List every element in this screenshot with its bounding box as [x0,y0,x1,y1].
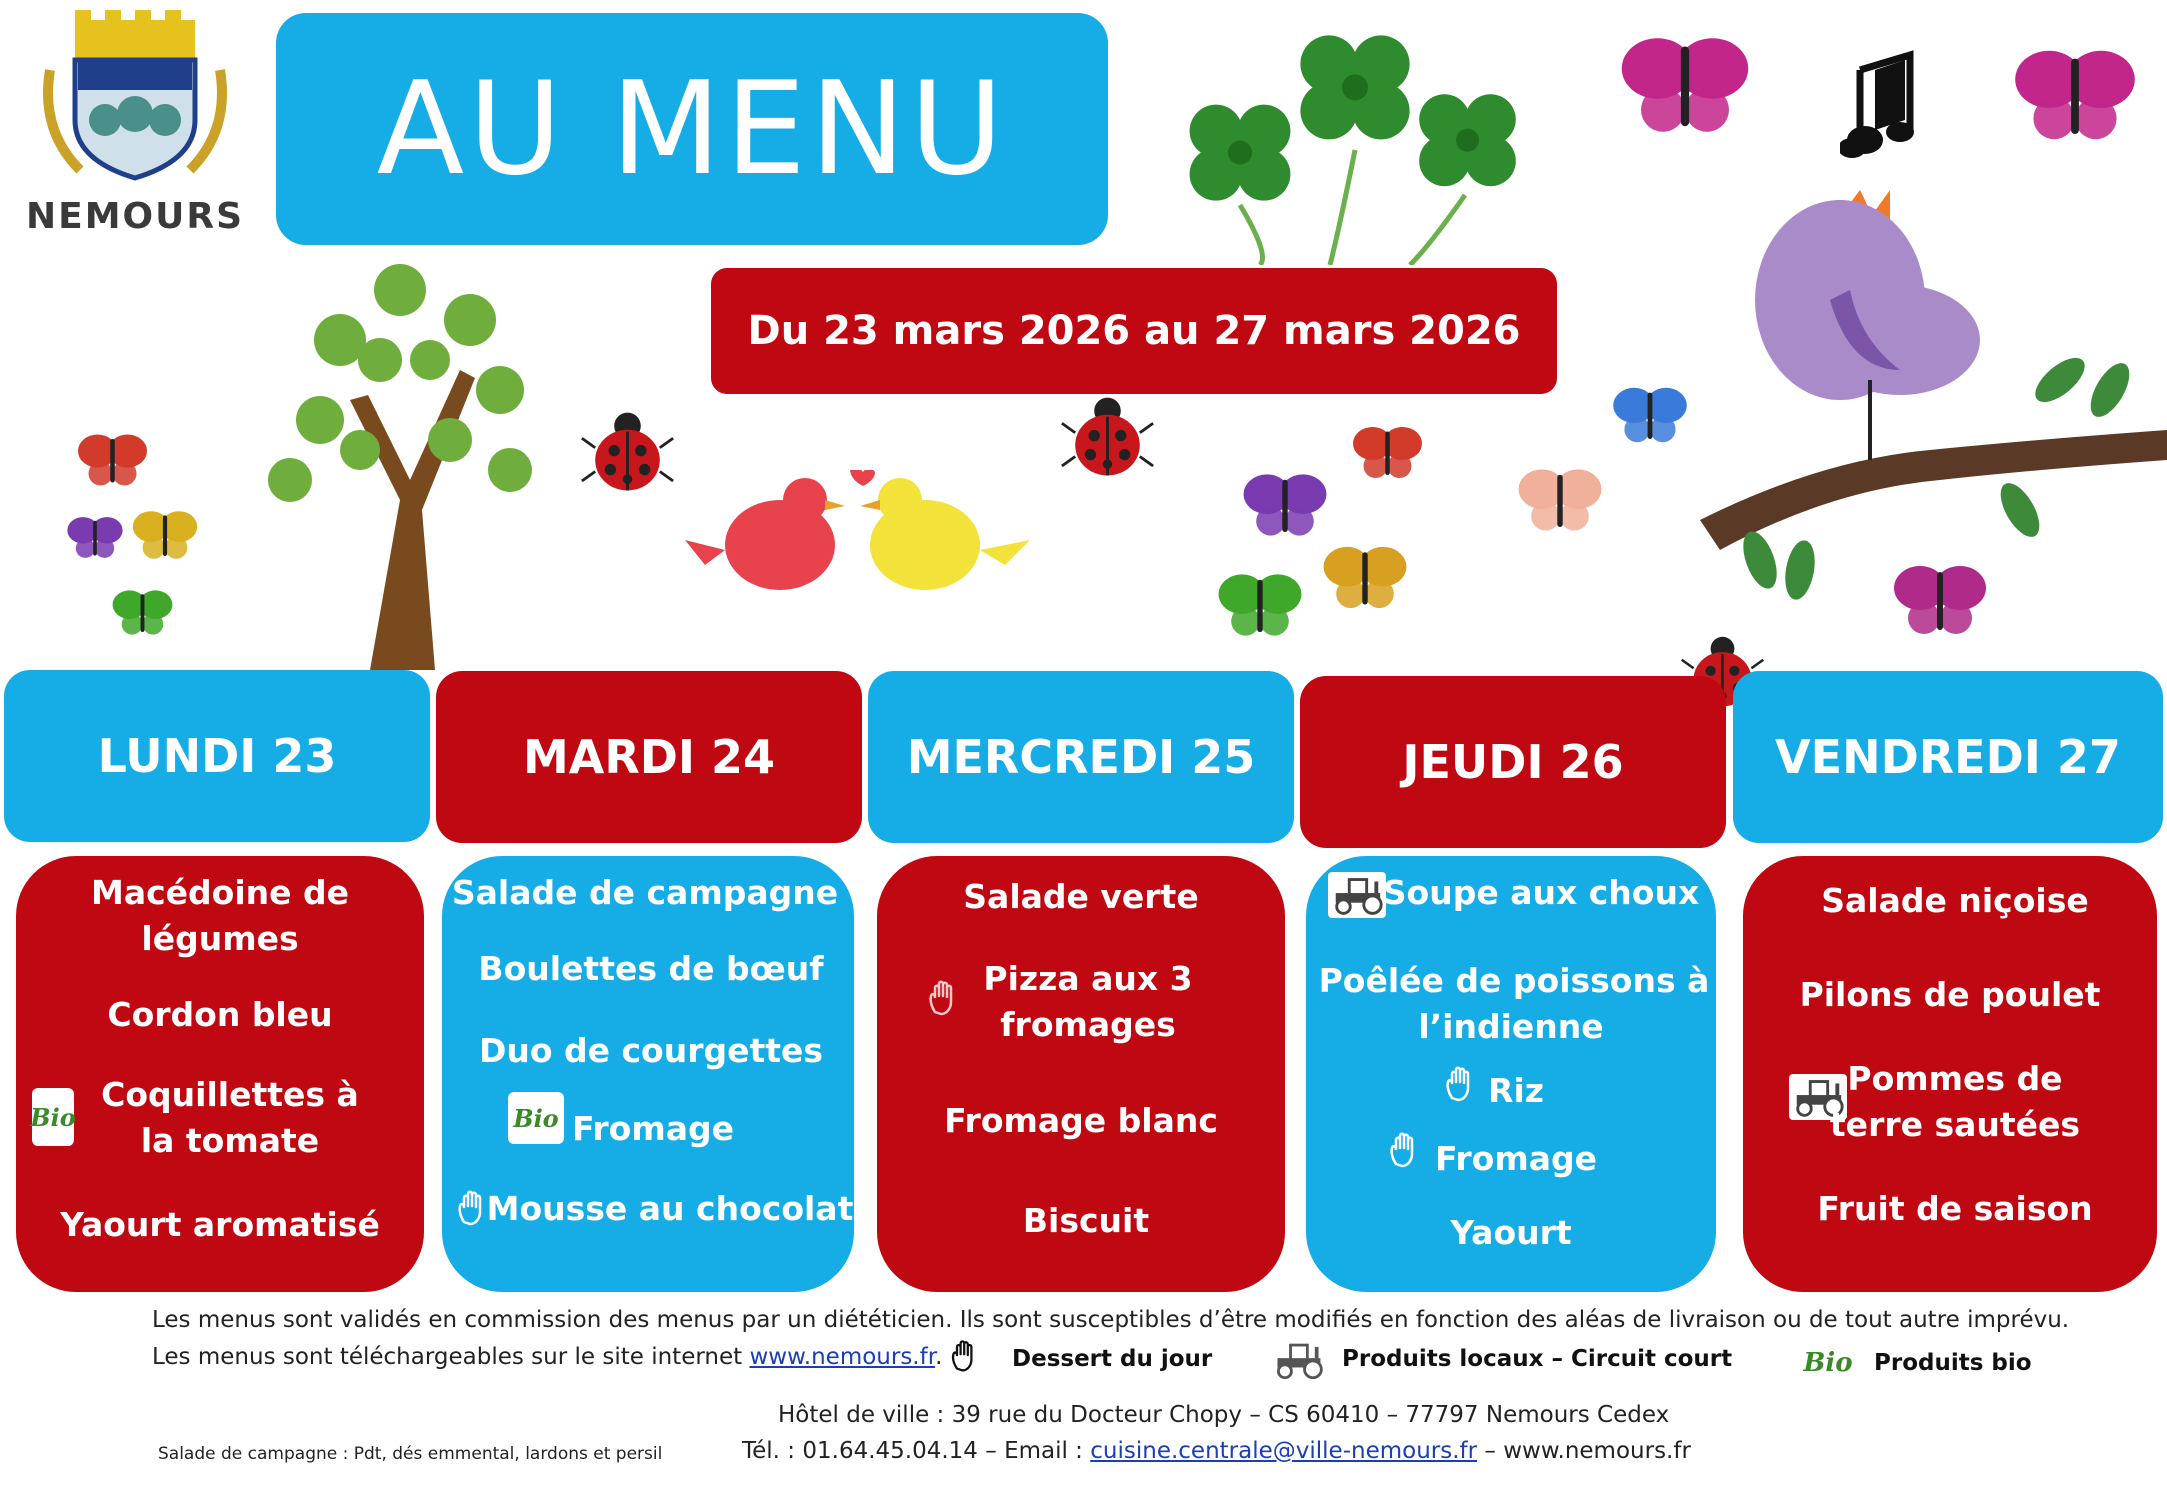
menu-item: Salade de campagne [451,873,839,912]
menu-item: Soupe aux choux [1382,873,1700,912]
menu-item: Biscuit [1022,1201,1150,1240]
day-header-mardi: MARDI 24 [436,671,862,843]
footer-download-text: Les menus sont téléchargeables sur le site internet [152,1344,750,1370]
menu-item: fromages [1000,1005,1176,1044]
footer-note: Salade de campagne : Pdt, dés emmental, lardons et persil [158,1444,663,1464]
menu-item: Duo de courgettes [478,1031,824,1070]
bio-label: Bio [30,1102,76,1132]
day-header-mercredi: MERCREDI 25 [868,671,1294,843]
ladybug-icon [580,405,675,500]
legend-produits-bio: Produits bio [1874,1350,2032,1376]
menu-item: Pommes de [1847,1059,2063,1098]
tree-illustration [250,250,560,670]
butterfly-icon [75,430,150,490]
menu-item: l’indienne [1418,1007,1604,1046]
menu-item: Fromage blanc [944,1101,1218,1140]
menu-item: Fromage [571,1109,735,1148]
footer-contact-suffix: – www.nemours.fr [1477,1438,1691,1464]
love-birds-illustration [685,470,1030,610]
coat-of-arms-icon [20,10,250,190]
menu-item: Cordon bleu [107,995,333,1034]
butterfly-icon [1350,420,1425,485]
menu-item: Pizza aux 3 [983,959,1193,998]
menu-card-jeudi [1306,856,1716,1292]
tractor-icon [1270,1338,1326,1382]
legend-dessert-du-jour: Dessert du jour [1012,1346,1213,1372]
email-link[interactable]: cuisine.centrale@ville-nemours.fr [1090,1438,1478,1464]
footer-address: Hôtel de ville : 39 rue du Docteur Chopy – CS 60410 – 77797 Nemours Cedex [778,1402,1670,1428]
legend-produits-locaux: Produits locaux – Circuit court [1342,1346,1733,1372]
menu-item: Boulettes de bœuf [478,949,824,988]
menu-item: Yaourt [1450,1213,1572,1252]
menu-item: Fruit de saison [1817,1189,2093,1228]
clovers-illustration [1170,25,1530,265]
purple-bird-illustration [1700,40,2167,600]
title-banner [276,13,1108,245]
menu-item: Pilons de poulet [1799,975,2101,1014]
butterfly-icon [110,585,175,640]
date-range: Du 23 mars 2026 au 27 mars 2026 [747,308,1521,354]
menu-item: la tomate [140,1121,320,1160]
butterfly-icon [1240,465,1330,545]
day-header-lundi: LUNDI 23 [4,670,430,842]
menu-item: Salade niçoise [1821,881,2089,920]
menu-item: Riz [1488,1071,1544,1110]
hand-icon [948,1334,984,1378]
menu-item: Salade verte [963,877,1199,916]
butterfly-icon [130,505,200,565]
menu-item: Macédoine de [90,873,350,912]
menu-card-mercredi [877,856,1285,1292]
bio-label: Bio [513,1103,559,1133]
butterfly-icon [1215,565,1305,645]
butterfly-icon [1610,380,1690,450]
menu-card-mardi [442,856,854,1292]
day-header-jeudi: JEUDI 26 [1300,676,1726,848]
logo-text: NEMOURS [25,196,245,237]
menu-item: Fromage [1434,1139,1598,1178]
butterfly-icon [65,510,125,565]
ladybug-icon [1060,390,1155,485]
menu-item: légumes [141,919,299,958]
menu-item: Yaourt aromatisé [60,1205,380,1244]
nemours-logo [20,10,250,240]
footer-contact-text: Tél. : 01.64.45.04.14 – Email : [742,1438,1091,1464]
page-title: AU MENU [376,54,1008,204]
menu-item: Poêlée de poissons à [1318,961,1710,1000]
footer-download-suffix: . [935,1344,943,1370]
butterfly-icon [1515,460,1605,540]
music-note-icon [1840,50,1920,170]
footer-disclaimer: Les menus sont validés en commission des menus par un diététicien. Ils sont susceptibles d’être modifiés en fonction des aléas de livraison ou de tout autre imprévu. [152,1307,2070,1333]
website-link[interactable]: www.nemours.fr [749,1344,936,1370]
bio-icon [1800,1340,1856,1386]
menu-item: Mousse au chocolat [486,1189,854,1228]
day-header-vendredi: VENDREDI 27 [1733,671,2163,843]
bio-label: Bio [1803,1348,1853,1378]
menu-item: Coquillettes à [101,1075,359,1114]
butterfly-icon [1320,540,1410,615]
menu-card-vendredi [1743,856,2157,1292]
footer-contact [742,1438,1691,1464]
menu-card-lundi [16,856,424,1292]
footer-download [152,1344,942,1370]
menu-item: terre sautées [1829,1105,2081,1144]
date-banner [711,268,1557,394]
